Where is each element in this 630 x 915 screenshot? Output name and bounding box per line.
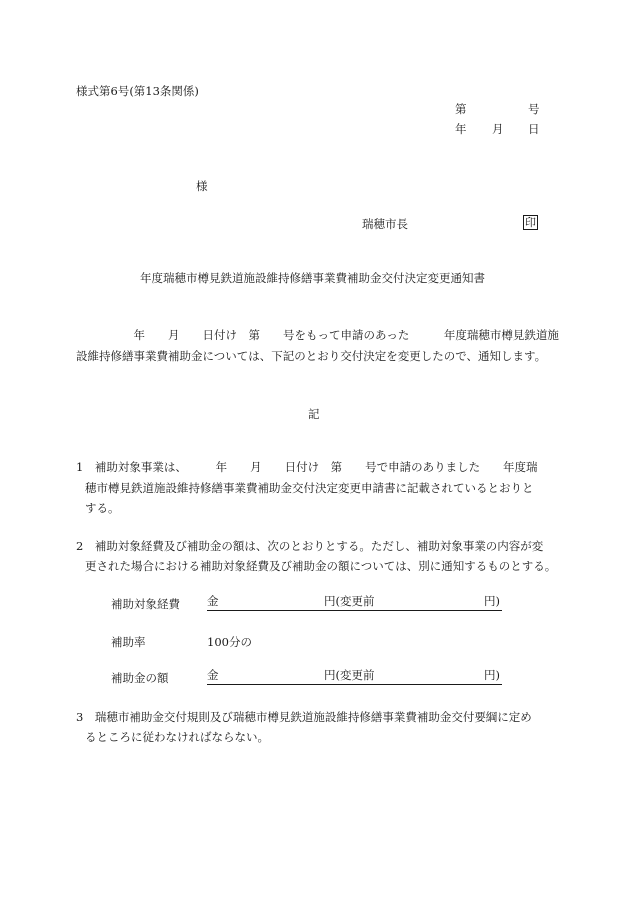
yen-close-label: 円) — [484, 668, 500, 682]
document-number-suffix: 号 — [528, 102, 540, 116]
yen-close-label: 円) — [484, 594, 500, 608]
addressee-honorific: 様 — [196, 179, 208, 193]
subsidy-rate-label: 補助率 — [111, 635, 146, 649]
yen-before-change-label: 円(変更前 — [324, 594, 375, 608]
section-1-line-2: 穂市樽見鉄道施設維持修繕事業費補助金交付決定変更申請書に記載されているとおりと — [85, 481, 534, 495]
date-month-label: 月 — [492, 122, 504, 136]
section-2-line-2: 更された場合における補助対象経費及び補助金の額については、別に通知するものとする。 — [85, 559, 557, 573]
subsidy-rate-value: 100分の — [207, 635, 252, 649]
kin-label: 金 — [207, 594, 219, 608]
section-2-line-1: 2 補助対象経費及び補助金の額は、次のとおりとする。ただし、補助対象事業の内容が変 — [76, 539, 544, 553]
kin-label: 金 — [207, 668, 219, 682]
notice-body-line-2: 設維持修繕事業費補助金については、下記のとおり交付決定を変更したので、通知します。 — [76, 349, 547, 363]
issuer-name: 瑞穂市長 — [362, 217, 408, 231]
seal-stamp — [523, 215, 538, 230]
ki-heading: 記 — [308, 407, 320, 421]
date-day-label: 日 — [528, 122, 540, 136]
document-number-prefix: 第 — [455, 102, 467, 116]
subsidy-amount-label: 補助金の額 — [111, 671, 169, 685]
document-title: 年度瑞穂市樽見鉄道施設維持修繕事業費補助金交付決定変更通知書 — [140, 271, 485, 285]
section-3-line-1: 3 瑞穂市補助金交付規則及び瑞穂市樽見鉄道施設維持修繕事業費補助金交付要綱に定め — [76, 710, 532, 724]
form-number-label: 様式第6号(第13条関係) — [76, 84, 199, 98]
notice-body-line-1: 年 月 日付け 第 号をもって申請のあった 年度瑞穂市樽見鉄道施 — [76, 328, 559, 342]
section-3-line-2: るところに従わなければならない。 — [85, 730, 269, 744]
section-1-line-1: 1 補助対象事業は、 年 月 日付け 第 号で申請のありました 年度瑞 — [76, 460, 538, 474]
date-year-label: 年 — [455, 122, 467, 136]
subsidy-amount-line — [207, 670, 502, 685]
section-1-line-3: する。 — [85, 501, 120, 515]
seal-text: 印 — [525, 216, 536, 229]
eligible-cost-label: 補助対象経費 — [111, 597, 180, 611]
yen-before-change-label: 円(変更前 — [324, 668, 375, 682]
eligible-cost-amount-line — [207, 596, 502, 611]
